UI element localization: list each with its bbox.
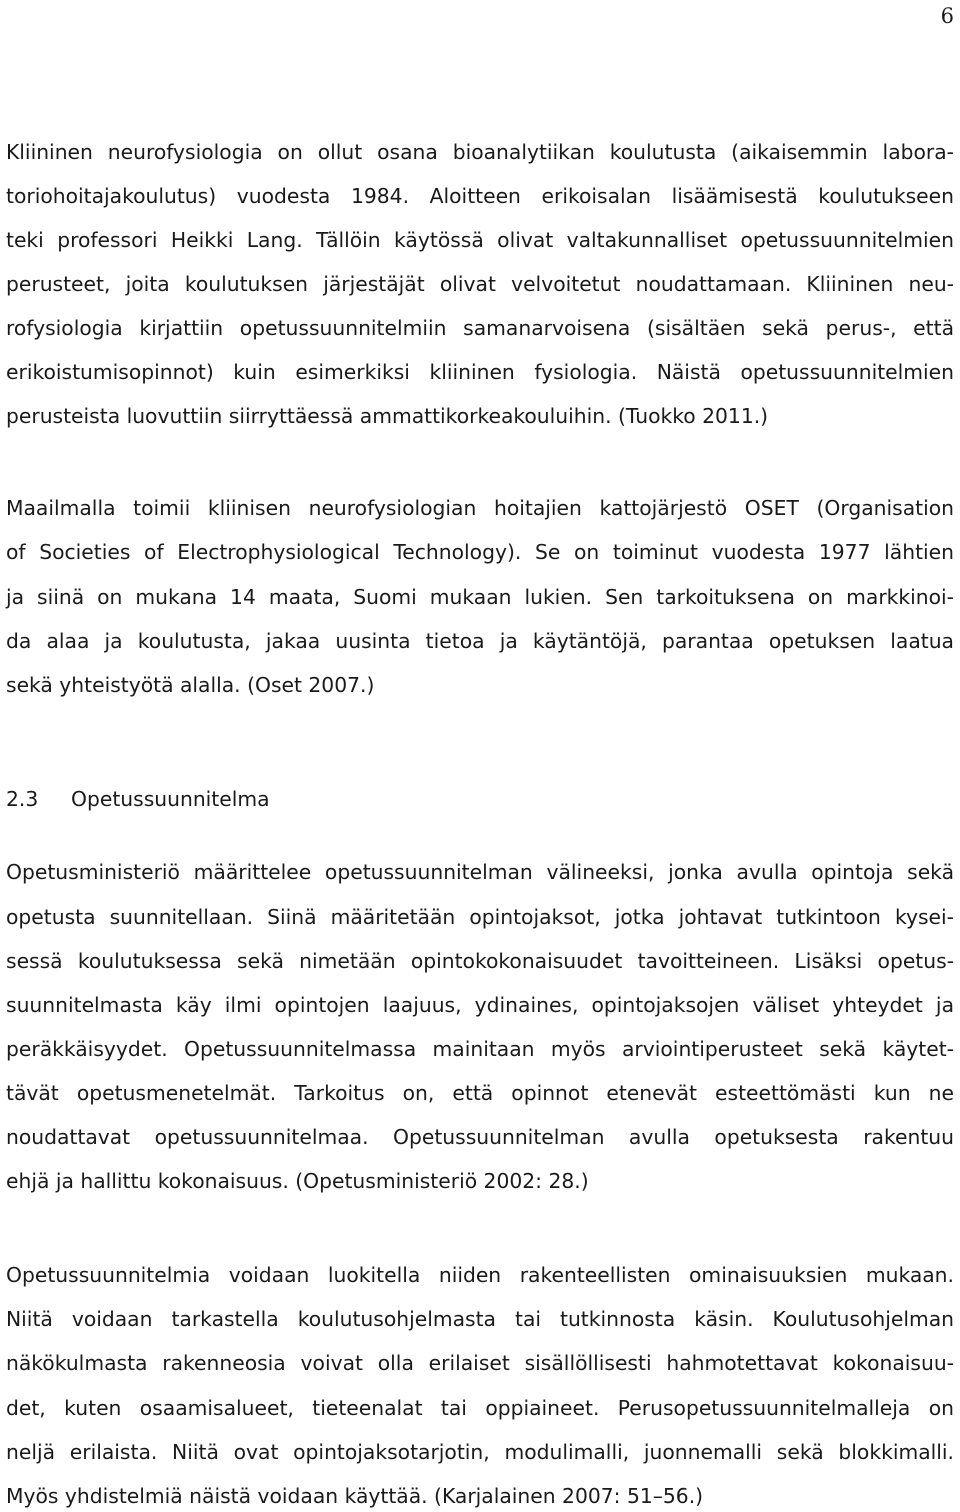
text-line: Niitä voidaan tarkastella koulutusohjelmasta tai tutkinnosta käsin. Koulutusohjelman bbox=[6, 1307, 954, 1331]
page-number: 6 bbox=[940, 4, 954, 28]
text-line: ja siinä on mukana 14 maata, Suomi mukaan lukien. Sen tarkoituksena on markkinoi- bbox=[6, 585, 954, 609]
text-line: sekä yhteistyötä alalla. (Oset 2007.) bbox=[6, 673, 375, 697]
text-line: suunnitelmasta käy ilmi opintojen laajuus, ydinaines, opintojaksojen väliset yhteydet ja bbox=[6, 993, 954, 1017]
text-line: toriohoitajakoulutus) vuodesta 1984. Aloitteen erikoisalan lisäämisestä koulutukseen bbox=[6, 184, 954, 208]
text-line: Myös yhdistelmiä näistä voidaan käyttää. (Karjalainen 2007: 51–56.) bbox=[6, 1484, 704, 1508]
section-heading bbox=[6, 783, 270, 815]
text-line: Opetusministeriö määrittelee opetussuunnitelman välineeksi, jonka avulla opintoja sekä bbox=[6, 860, 954, 884]
text-line: teki professori Heikki Lang. Tällöin käytössä olivat valtakunnalliset opetussuunnitelmien bbox=[6, 228, 954, 252]
text-line: rofysiologia kirjattiin opetussuunnitelmiin samanarvoisena (sisältäen sekä perus-, että bbox=[6, 316, 954, 340]
section-title: Opetussuunnitelma bbox=[71, 787, 270, 811]
text-line: peräkkäisyydet. Opetussuunnitelmassa mainitaan myös arviointiperusteet sekä käytet- bbox=[6, 1037, 954, 1061]
section-number: 2.3 bbox=[6, 787, 39, 811]
text-line: perusteista luovuttiin siirryttäessä ammattikorkeakouluihin. (Tuokko 2011.) bbox=[6, 404, 769, 428]
text-line: opetusta suunnitellaan. Siinä määritetään opintojaksot, jotka johtavat tutkintoon kysei- bbox=[6, 905, 954, 929]
text-line: Kliininen neurofysiologia on ollut osana bioanalytiikan koulutusta (aikaisemmin labora- bbox=[6, 140, 954, 164]
text-line: tävät opetusmenetelmät. Tarkoitus on, että opinnot etenevät esteettömästi kun ne bbox=[6, 1081, 954, 1105]
text-line: noudattavat opetussuunnitelmaa. Opetussuunnitelman avulla opetuksesta rakentuu bbox=[6, 1125, 954, 1149]
text-line: Opetussuunnitelmia voidaan luokitella niiden rakenteellisten ominaisuuksien mukaan. bbox=[6, 1263, 954, 1287]
text-line: da alaa ja koulutusta, jakaa uusinta tietoa ja käytäntöjä, parantaa opetuksen laatua bbox=[6, 629, 954, 653]
text-line: erikoistumisopinnot) kuin esimerkiksi kliininen fysiologia. Näistä opetussuunnitelmien bbox=[6, 360, 954, 384]
text-line: ehjä ja hallittu kokonaisuus. (Opetusministeriö 2002: 28.) bbox=[6, 1169, 589, 1193]
text-line: perusteet, joita koulutuksen järjestäjät olivat velvoitetut noudattamaan. Kliininen neu- bbox=[6, 272, 954, 296]
text-line: Maailmalla toimii kliinisen neurofysiologian hoitajien kattojärjestö OSET (Organisation bbox=[6, 496, 954, 520]
text-line: näkökulmasta rakenneosia voivat olla erilaiset sisällöllisesti hahmotettavat kokonaisuu- bbox=[6, 1351, 954, 1375]
text-line: sessä koulutuksessa sekä nimetään opintokokonaisuudet tavoitteineen. Lisäksi opetus- bbox=[6, 949, 954, 973]
text-line: neljä erilaista. Niitä ovat opintojaksotarjotin, modulimalli, juonnemalli sekä blokkimalli. bbox=[6, 1440, 954, 1464]
text-line: of Societies of Electrophysiological Technology). Se on toiminut vuodesta 1977 lähtien bbox=[6, 540, 954, 564]
text-line: det, kuten osaamisalueet, tieteenalat tai oppiaineet. Perusopetussuunnitelmalleja on bbox=[6, 1396, 954, 1420]
